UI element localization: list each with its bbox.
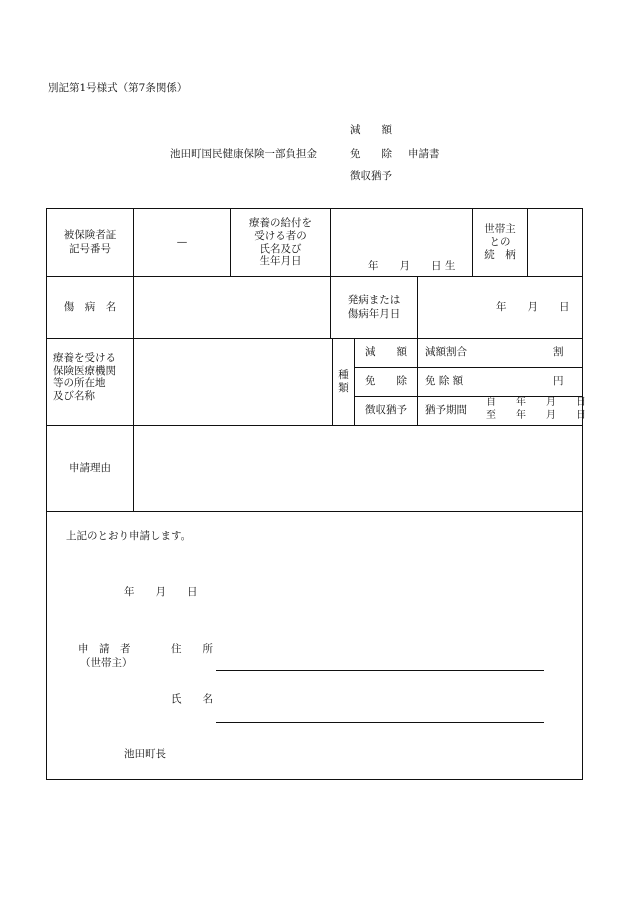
patient-name-label: 療養の給付を 受ける者の 氏名及び 生年月日 — [249, 216, 312, 268]
column-divider — [330, 208, 331, 276]
insured-card-number-value: — — [176, 235, 188, 248]
institution-label: 療養を受ける 保険医療機関 等の所在地 及び名称 — [53, 352, 116, 402]
category-deferral-type: 徴収猶予 — [365, 404, 407, 417]
applicant-sub-label: （世帯主） — [80, 657, 133, 669]
category-exemption-field-label: 免 除 額 — [425, 375, 464, 387]
insured-card-number-label: 被保険者証 記号番号 — [63, 229, 117, 255]
applicant-label: 申 請 者 — [78, 643, 131, 655]
table-border-right — [582, 208, 583, 780]
institution-field[interactable] — [134, 339, 332, 425]
category-reduction-type: 減 額 — [365, 346, 407, 359]
category-reduction-field-label: 減額割合 — [425, 346, 467, 358]
household-relation-label: 世帯主 との 続 柄 — [484, 222, 516, 262]
title-prefix: 池田町国民健康保険一部負担金 — [170, 148, 317, 160]
category-reduction-unit: 割 — [553, 346, 564, 358]
household-relation-field[interactable] — [528, 209, 582, 276]
column-divider — [417, 276, 418, 338]
deferral-period-from: 自 年 月 日 — [486, 397, 586, 408]
form-label: 別記第1号様式（第7条関係） — [48, 82, 188, 94]
deferral-period-to: 至 年 月 日 — [486, 410, 586, 421]
name-label: 氏 名 — [171, 693, 213, 705]
birthdate-placeholder: 年 月 日 生 — [368, 260, 456, 272]
onset-label: 発病または 傷病年月日 — [347, 294, 401, 320]
category-exemption-unit: 円 — [553, 375, 564, 387]
column-divider — [417, 338, 418, 425]
disease-name-field[interactable] — [134, 277, 330, 338]
title-option-reduction: 減 額 — [350, 124, 392, 136]
category-exemption-type: 免 除 — [365, 375, 407, 388]
declaration-statement: 上記のとおり申請します。 — [66, 530, 192, 542]
name-input-line[interactable] — [216, 722, 544, 723]
disease-name-label: 傷 病 名 — [63, 300, 117, 313]
title-suffix: 申請書 — [408, 148, 440, 160]
reason-field[interactable] — [134, 426, 582, 511]
row-divider — [46, 511, 583, 512]
category-label: 種 類 — [338, 369, 349, 394]
reason-label: 申請理由 — [69, 461, 111, 474]
onset-date-placeholder: 年 月 日 — [496, 301, 570, 313]
category-deferral-field-label: 猶予期間 — [425, 404, 467, 416]
declaration-date-placeholder: 年 月 日 — [124, 586, 198, 598]
address-input-line[interactable] — [216, 670, 544, 671]
addressee: 池田町長 — [124, 748, 166, 760]
title-option-deferral: 徴収猶予 — [350, 170, 392, 182]
address-label: 住 所 — [171, 643, 213, 655]
table-border-bottom — [46, 779, 583, 780]
title-option-exemption: 免 除 — [350, 148, 392, 160]
